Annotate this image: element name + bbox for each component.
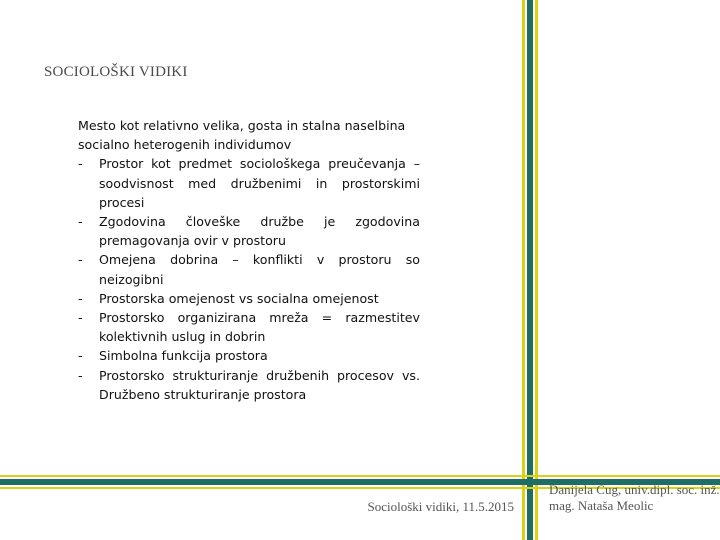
horizontal-stripe-yellow-top: [0, 475, 720, 477]
bullet-dash: -: [78, 290, 83, 306]
footer-date: Sociološki vidiki, 11.5.2015: [367, 499, 514, 514]
bullet-item: [78, 250, 420, 288]
slide-body: [78, 116, 420, 404]
bullet-dash: -: [78, 348, 83, 364]
bullet-item: [78, 154, 420, 212]
vertical-stripe-teal: [527, 0, 533, 540]
vertical-stripe-yellow-left: [522, 0, 525, 540]
bullet-text: Omejena dobrina – konflikti v prostoru so neizogibni: [99, 252, 420, 287]
bullet-text: Prostor kot predmet sociološkega preučevanja – soodvisnost med družbenimi in prostorskimi procesi: [99, 156, 420, 210]
bullet-text: Prostorsko organizirana mreža = razmestitev kolektivnih uslug in dobrin: [99, 310, 420, 345]
vertical-stripe-yellow-right: [535, 0, 538, 540]
footer-authors: [549, 482, 720, 514]
bullet-dash: -: [78, 367, 83, 383]
bullet-text: Prostorsko strukturiranje družbenih procesov vs. Družbeno strukturiranje prostora: [99, 367, 420, 402]
bullet-item: [78, 346, 420, 365]
slide-title: SOCIOLOŠKI VIDIKI: [44, 64, 188, 80]
bullet-text: Simbolna funkcija prostora: [99, 348, 268, 364]
bullet-text: Prostorska omejenost vs socialna omejenost: [99, 290, 379, 306]
bullet-dash: -: [78, 252, 83, 268]
bullet-dash: -: [78, 214, 83, 230]
author-line-1: Danijela Čug, univ.dipl. soc. inž.: [549, 482, 720, 497]
bullet-item: [78, 212, 420, 250]
bullet-item: [78, 289, 420, 308]
intro-text: Mesto kot relativno velika, gosta in stalna naselbina socialno heterogenih individumov: [78, 118, 406, 153]
bullet-dash: -: [78, 310, 83, 326]
bullet-item: [78, 366, 420, 404]
bullet-dash: -: [78, 156, 83, 172]
bullet-list: [78, 154, 420, 404]
bullet-item: [78, 308, 420, 346]
bullet-text: Zgodovina človeške družbe je zgodovina premagovanja ovir v prostoru: [99, 214, 420, 249]
author-line-2: mag. Nataša Meolic: [549, 498, 654, 513]
